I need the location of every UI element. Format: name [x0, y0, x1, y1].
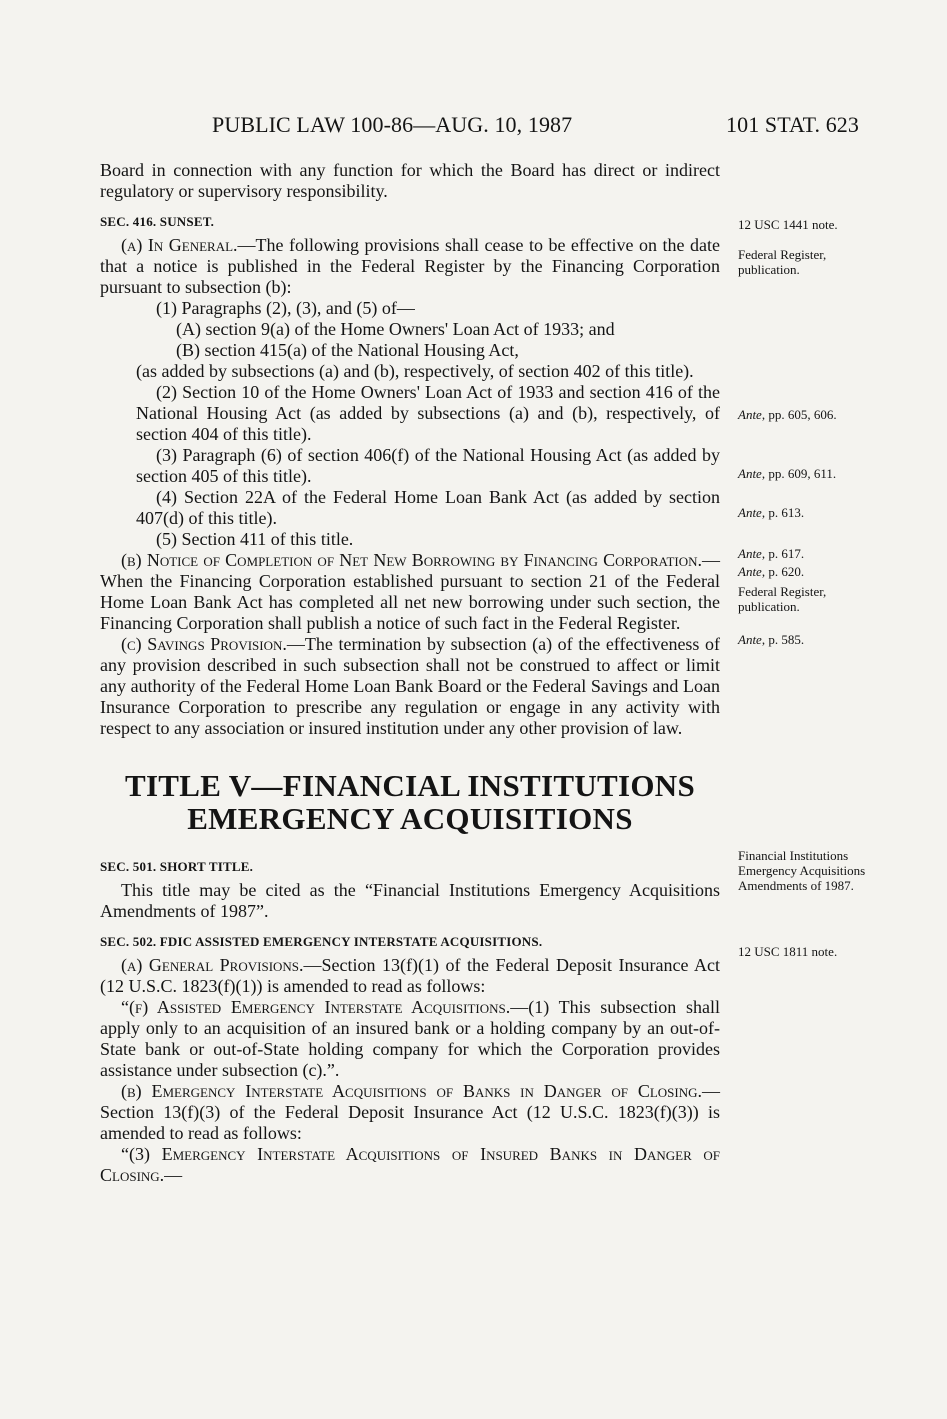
section-416-c: [100, 634, 720, 739]
section-416-heading: SEC. 416. SUNSET.: [100, 214, 215, 229]
margin-note-usc-1811: [738, 944, 868, 959]
section-416-b: [100, 550, 720, 634]
margin-note-ante-617: [738, 546, 868, 561]
margin-note-federal-register-2: [738, 584, 868, 614]
section-502-b: [100, 1081, 720, 1144]
section-502-b-quote-label: “(3) Emergency Interstate Acquisitions of Insured Banks in Danger of Closing.: [100, 1144, 720, 1185]
section-501-text: This title may be cited as the “Financial Institutions Emergency Acquisitions Amendments of 1987”.: [100, 880, 720, 921]
title-v-line1: TITLE V—FINANCIAL INSTITUTIONS: [124, 768, 696, 803]
running-header-title: PUBLIC LAW 100-86—AUG. 10, 1987: [212, 112, 573, 137]
margin-note-short-title: [738, 848, 868, 893]
running-header-page: 101 STAT. 623: [726, 112, 859, 137]
section-416-a-label: (a) In General.: [121, 235, 238, 255]
margin-note-ante-620: [738, 564, 868, 579]
margin-note-pages: , p. 585.: [761, 632, 805, 647]
margin-note-text: [738, 505, 868, 520]
section-502-a-quote-text: —(1) This subsection shall apply only to an acquisition of an insured bank or a holding company by an out-of-State bank or out-of-State holding company for which the Corporation provides assistance under subsection (c).”.: [100, 997, 720, 1080]
margin-note-ante: Ante: [738, 466, 762, 481]
section-501-heading: SEC. 501. SHORT TITLE.: [100, 859, 254, 874]
title-v-line2: EMERGENCY ACQUISITIONS: [187, 801, 633, 836]
margin-note-ante: Ante: [738, 564, 762, 579]
section-416-a1-A: (A) section 9(a) of the Home Owners' Loan Act of 1933; and: [176, 319, 615, 339]
margin-note-ante-609: [738, 466, 868, 481]
margin-note-ante: Ante: [738, 632, 762, 647]
margin-note-ante: Ante: [738, 546, 762, 561]
section-416-c-label: (c) Savings Provision.: [121, 634, 287, 654]
title-v-heading: [100, 769, 720, 835]
section-416-a-text: —The following provisions shall cease to be effective on the date that a notice is published in the Federal Register by the Financing Corporation pursuant to subsection (b):: [100, 235, 721, 297]
margin-note-ante-605: [738, 407, 868, 422]
section-502-heading: SEC. 502. FDIC ASSISTED EMERGENCY INTERSTATE ACQUISITIONS.: [100, 934, 543, 949]
paragraph-intro: Board in connection with any function for which the Board has direct or indirect regulatory or supervisory responsibility.: [100, 160, 720, 201]
section-416-c-text: —The termination by subsection (a) of the effectiveness of any provision described in such subsection shall not be construed to affect or limit any authority of the Federal Home Loan Bank Board or the Federal Savings and Loan Insurance Corporation to prescribe any regulation or engage in any activity with respect to any association or insured institution under any other provision of law.: [100, 634, 721, 738]
margin-note-pages: , p. 613.: [761, 505, 805, 520]
margin-note-text: 12 USC 1811 note.: [738, 944, 838, 959]
margin-note-pages: , pp. 609, 611.: [761, 466, 837, 481]
margin-note-text: [738, 546, 868, 561]
section-502-a: [100, 955, 720, 997]
margin-note-text: Federal Register, publication.: [738, 584, 827, 614]
margin-note-text: Financial Institutions Emergency Acquisitions Amendments of 1987.: [738, 848, 866, 893]
margin-note-ante: Ante: [738, 407, 762, 422]
section-502-a-quote-label: “(f) Assisted Emergency Interstate Acquisitions.: [121, 997, 511, 1017]
section-416-a1: (1) Paragraphs (2), (3), and (5) of—: [156, 298, 415, 318]
section-502-a-quote: [100, 997, 720, 1081]
margin-note-pages: , p. 620.: [761, 564, 805, 579]
section-502-b-label: (b) Emergency Interstate Acquisitions of Banks in Danger of Closing.: [121, 1081, 702, 1101]
section-416-a5: (5) Section 411 of this title.: [156, 529, 354, 549]
section-416-a: [100, 235, 720, 298]
section-502-b-quote-text: —: [164, 1165, 183, 1185]
section-416-a2: (2) Section 10 of the Home Owners' Loan Act of 1933 and section 416 of the National Housing Act (as added by subsections (a) and (b), respectively, of section 404 of this title).: [136, 382, 720, 444]
margin-note-ante-585: [738, 632, 868, 647]
section-416-b-label: (b) Notice of Completion of Net New Borrowing by Financing Corporation.: [121, 550, 702, 570]
margin-note-text: [738, 564, 868, 579]
section-416-a1-B: (B) section 415(a) of the National Housing Act,: [176, 340, 519, 360]
section-502-b-text: —Section 13(f)(3) of the Federal Deposit Insurance Act (12 U.S.C. 1823(f)(3)) is amended to read as follows:: [100, 1081, 720, 1143]
margin-note-text: [738, 407, 868, 422]
margin-note-ante: Ante: [738, 505, 762, 520]
section-502-a-text: —Section 13(f)(1) of the Federal Deposit Insurance Act (12 U.S.C. 1823(f)(1)) is amended to read as follows:: [100, 955, 721, 996]
margin-note-usc-1441: [738, 217, 868, 232]
margin-note-text: Federal Register, publication.: [738, 247, 827, 277]
margin-note-text: [738, 466, 868, 481]
margin-note-text: 12 USC 1441 note.: [738, 217, 838, 232]
margin-note-pages: , pp. 605, 606.: [761, 407, 837, 422]
margin-note-ante-613: [738, 505, 868, 520]
margin-note-text: [738, 632, 868, 647]
main-text: [100, 160, 720, 1186]
margin-note-federal-register-1: [738, 247, 868, 277]
section-502-b-quote: [100, 1144, 720, 1186]
section-502-a-label: (a) General Provisions.: [121, 955, 304, 975]
margin-note-pages: , p. 617.: [761, 546, 805, 561]
section-416-a3: (3) Paragraph (6) of section 406(f) of the National Housing Act (as added by section 405 of this title).: [136, 445, 720, 486]
section-416-a1-tail: (as added by subsections (a) and (b), respectively, of section 402 of this title).: [136, 361, 694, 381]
section-416-b-text: —When the Financing Corporation established pursuant to section 21 of the Federal Home Loan Bank Act has completed all net new borrowing under such section, the Financing Corporation shall publish a notice of such fact in the Federal Register.: [100, 550, 720, 633]
section-416-a4: (4) Section 22A of the Federal Home Loan Bank Act (as added by section 407(d) of this title).: [136, 487, 720, 528]
